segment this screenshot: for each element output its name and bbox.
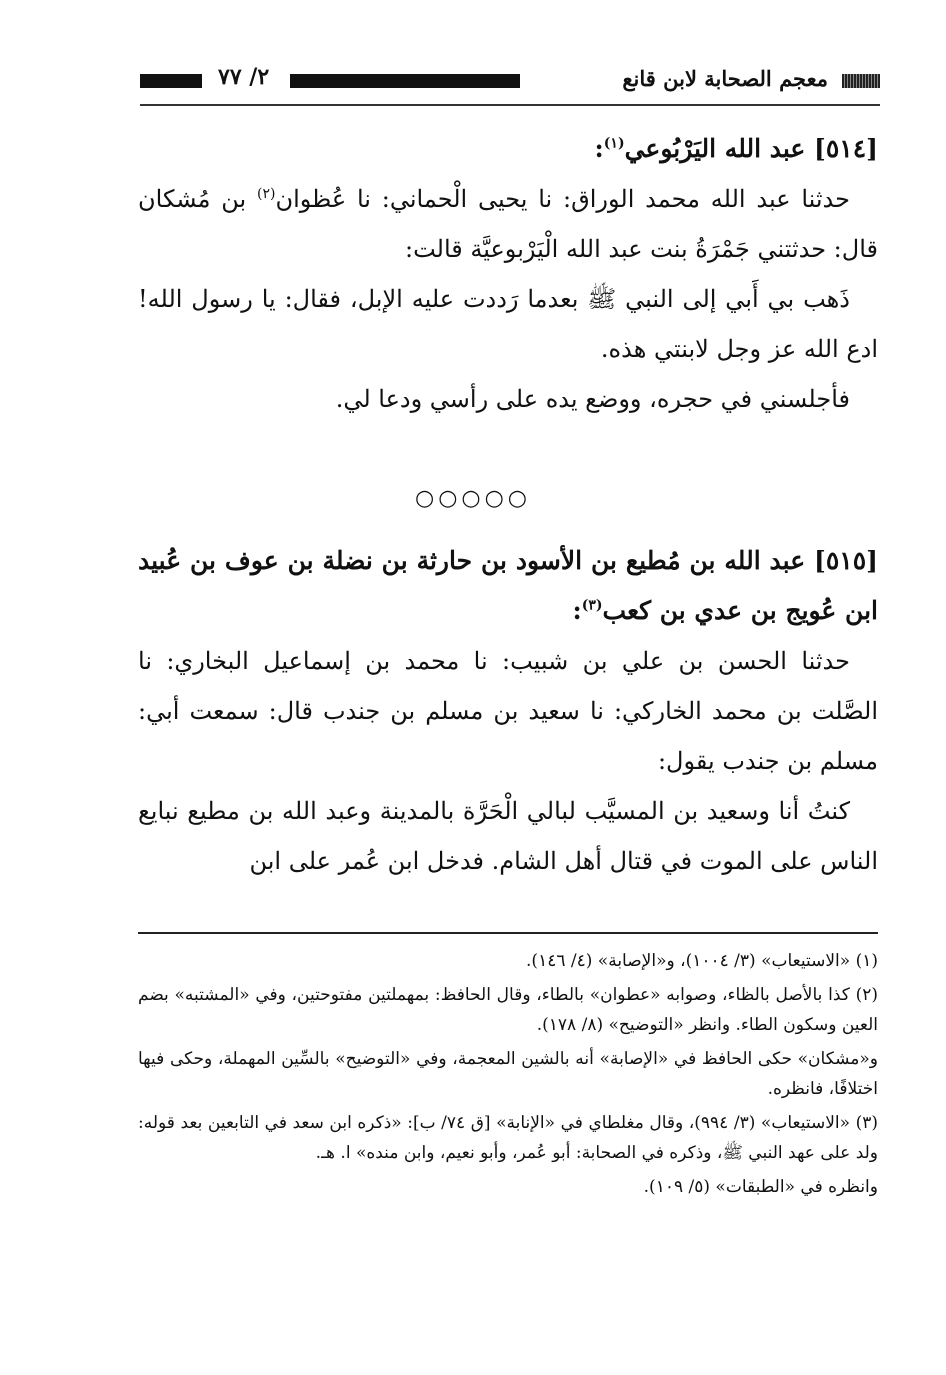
entry-514-heading: [٥١٤] عبد الله اليَرْبُوعي$^{(١)}$: (594, 134, 878, 163)
running-title: معجم الصحابة لابن قانع (622, 66, 828, 91)
section-separator: ○○○○○ (415, 486, 531, 511)
footnote-2-continued: و«مشكان» حكى الحافظ في «الإصابة» أنه بالشين المعجمة، وفي «التوضيح» بالسِّين المهملة، وحكى فيها اختلافًا، فانظره. (138, 1049, 878, 1099)
entry-514 (138, 124, 878, 424)
matn-paragraph-2: فأجلسني في حجره، ووضع يده على رأسي ودعا لي. (335, 385, 850, 413)
entry-515 (138, 536, 878, 886)
isnad-paragraph: حدثنا الحسن بن علي بن شبيب: نا محمد بن إسماعيل البخاري: نا الصَّلت بن محمد الخاركي: نا سعيد بن مسلم بن جندب قال: سمعت أبي: مسلم بن جندب يقول: (138, 647, 878, 775)
page-number: ٢/ ٧٧ (218, 64, 270, 90)
matn-paragraph: ذَهب بي أَبي إلى النبي ﷺ بعدما رَددت عليه الإبل، فقال: يا رسول الله! ادع الله عز وجل لابنتي هذه. (138, 285, 878, 363)
footnote-3: (٣) «الاستيعاب» (٣/ ٩٩٤)، وقال مغلطاي في «الإنابة» [ق ٧٤/ ب]: «ذكره ابن سعد في التابعين بعد قوله: ولد على عهد النبي ﷺ، وذكره في الصحابة: أبو عُمر، وأبو نعيم، وابن منده» ا. هـ. (138, 1113, 878, 1163)
footnote-2: (٢) كذا بالأصل بالظاء، وصوابه «عطوان» بالطاء، وقال الحافظ: بمهملتين مفتوحتين، وفي «المشتبه» بضم العين وسكون الطاء. وانظر «التوضيح» (٨/ ١٧٨). (138, 985, 878, 1035)
matn-paragraph: كنتُ أنا وسعيد بن المسيَّب لبالي الْحَرَّة بالمدينة وعبد الله بن مطيع نبايع الناس على الموت في قتال أهل الشام. فدخل ابن عُمر على ابن (138, 797, 878, 875)
isnad-paragraph: حدثنا عبد الله محمد الوراق: نا يحيى الْحماني: نا عُظوان$^{(٢)}$ بن مُشكان قال: حدثتني جَمْرَةُ بنت عبد الله الْيَرْبوعيَّة قالت: (138, 185, 878, 263)
header-rule (140, 104, 880, 106)
footnote-ref-3: (٣) (581, 597, 603, 614)
footnote-rule (138, 932, 878, 934)
header-ornament-right (842, 74, 880, 88)
footnote-ref-1: (١) (603, 135, 625, 152)
header-bar-middle (290, 74, 520, 88)
header-bar-left (140, 74, 202, 88)
footnote-1: (١) «الاستيعاب» (٣/ ١٠٠٤)، و«الإصابة» (٤/ ١٤٦). (526, 951, 878, 971)
running-header (140, 62, 880, 104)
footnotes (138, 946, 878, 1206)
footnote-3-continued: وانظره في «الطبقات» (٥/ ١٠٩). (643, 1177, 878, 1197)
footnote-ref-2: (٢) (257, 186, 276, 202)
entry-515-heading: [٥١٥] عبد الله بن مُطيع بن الأسود بن حارثة بن نضلة بن عوف بن عُبيد ابن عُويج بن عدي بن كعب$^{(٣)}$: (138, 546, 878, 625)
